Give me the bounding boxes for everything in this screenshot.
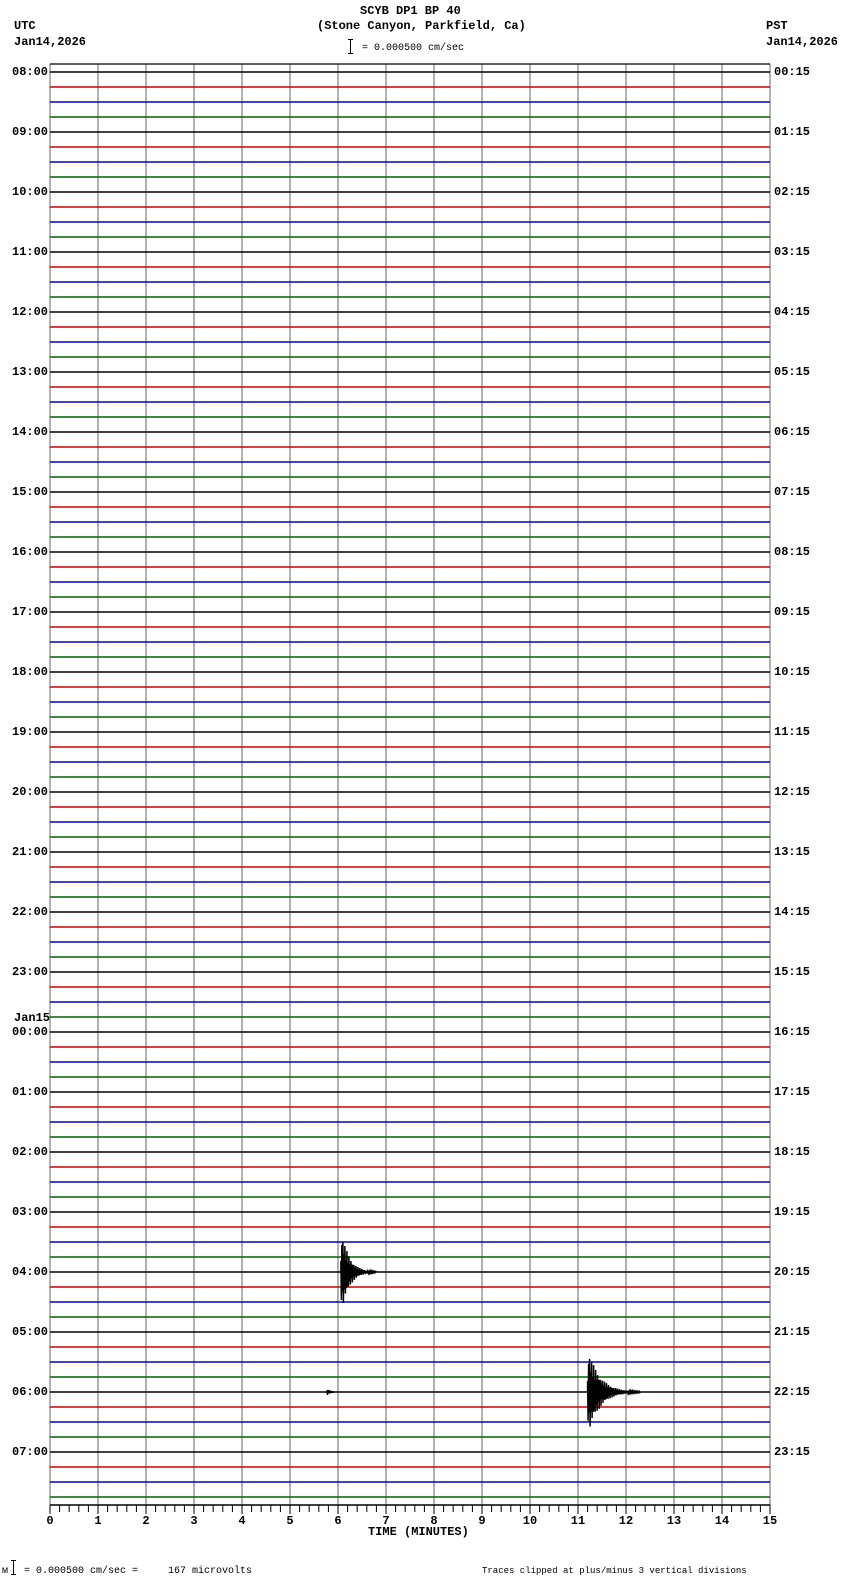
pst-hour-label: 07:15 xyxy=(774,485,811,499)
seismic-event-2 xyxy=(588,1359,641,1427)
x-tick-label: 0 xyxy=(46,1514,54,1528)
x-tick-label: 6 xyxy=(334,1514,342,1528)
utc-hour-label: 00:00 xyxy=(12,1025,49,1039)
pst-hour-label: 11:15 xyxy=(774,725,811,739)
utc-hour-label: 06:00 xyxy=(12,1385,49,1399)
utc-hour-label: 01:00 xyxy=(12,1085,49,1099)
pst-hour-label: 12:15 xyxy=(774,785,811,799)
utc-hour-label: 23:00 xyxy=(12,965,49,979)
pst-hour-label: 06:15 xyxy=(774,425,811,439)
utc-hour-label: 02:00 xyxy=(12,1145,49,1159)
utc-hour-label: 05:00 xyxy=(12,1325,49,1339)
chart-subtitle: (Stone Canyon, Parkfield, Ca) xyxy=(317,19,526,33)
utc-hour-label: 17:00 xyxy=(12,605,49,619)
utc-hour-label: 04:00 xyxy=(12,1265,49,1279)
utc-hour-label: 20:00 xyxy=(12,785,49,799)
utc-hour-label: 12:00 xyxy=(12,305,49,319)
utc-hour-label: 16:00 xyxy=(12,545,49,559)
pst-hour-label: 16:15 xyxy=(774,1025,811,1039)
x-tick-label: 12 xyxy=(618,1514,634,1528)
x-tick-label: 15 xyxy=(762,1514,778,1528)
footer-scale-label: = 0.000500 cm/sec = 167 microvolts xyxy=(24,1566,253,1577)
pst-hour-label: 20:15 xyxy=(774,1265,811,1279)
seismic-event-0 xyxy=(341,1242,377,1303)
utc-hour-label: 11:00 xyxy=(12,245,49,259)
pst-hour-label: 13:15 xyxy=(774,845,811,859)
x-tick-label: 1 xyxy=(94,1514,102,1528)
utc-hour-label: 09:00 xyxy=(12,125,49,139)
pst-hour-label: 18:15 xyxy=(774,1145,811,1159)
x-tick-label: 5 xyxy=(286,1514,294,1528)
utc-hour-label: 07:00 xyxy=(12,1445,49,1459)
left-timezone: UTC xyxy=(14,19,36,33)
right-timezone: PST xyxy=(766,19,788,33)
right-date: Jan14,2026 xyxy=(766,35,839,49)
pst-hour-label: 14:15 xyxy=(774,905,811,919)
utc-hour-label: 03:00 xyxy=(12,1205,49,1219)
pst-hour-label: 22:15 xyxy=(774,1385,811,1399)
x-tick-label: 11 xyxy=(570,1514,586,1528)
footer-scale-bar-icon xyxy=(13,1560,19,1575)
utc-hour-label: 13:00 xyxy=(12,365,49,379)
x-axis-label: TIME (MINUTES) xyxy=(368,1525,469,1539)
pst-hour-label: 17:15 xyxy=(774,1085,811,1099)
x-tick-label: 2 xyxy=(142,1514,150,1528)
utc-hour-label: 15:00 xyxy=(12,485,49,499)
x-tick-label: 9 xyxy=(478,1514,486,1528)
pst-hour-label: 00:15 xyxy=(774,65,811,79)
pst-hour-label: 23:15 xyxy=(774,1445,811,1459)
x-tick-label: 7 xyxy=(382,1514,390,1528)
x-tick-label: 8 xyxy=(430,1514,438,1528)
utc-hour-label: 22:00 xyxy=(12,905,49,919)
pst-hour-label: 21:15 xyxy=(774,1325,811,1339)
clip-note: Traces clipped at plus/minus 3 vertical divisions xyxy=(482,1566,747,1576)
x-tick-label: 4 xyxy=(238,1514,246,1528)
utc-hour-label: 19:00 xyxy=(12,725,49,739)
x-tick-label: 14 xyxy=(714,1514,730,1528)
pst-hour-label: 08:15 xyxy=(774,545,811,559)
utc-hour-label: 21:00 xyxy=(12,845,49,859)
pst-hour-label: 09:15 xyxy=(774,605,811,619)
pst-hour-label: 10:15 xyxy=(774,665,811,679)
x-tick-label: 13 xyxy=(666,1514,682,1528)
date-change-label: Jan15 xyxy=(14,1011,51,1025)
utc-hour-label: 14:00 xyxy=(12,425,49,439)
x-tick-label: 3 xyxy=(190,1514,198,1528)
pst-hour-label: 02:15 xyxy=(774,185,811,199)
utc-hour-label: 08:00 xyxy=(12,65,49,79)
seismic-event-1 xyxy=(327,1390,334,1395)
pst-hour-label: 01:15 xyxy=(774,125,811,139)
pst-hour-label: 05:15 xyxy=(774,365,811,379)
chart-title: SCYB DP1 BP 40 xyxy=(360,4,461,18)
pst-hour-label: 03:15 xyxy=(774,245,811,259)
footer-scale-prefix: м xyxy=(2,1566,9,1577)
pst-hour-label: 04:15 xyxy=(774,305,811,319)
utc-hour-label: 10:00 xyxy=(12,185,49,199)
utc-hour-label: 18:00 xyxy=(12,665,49,679)
x-tick-label: 10 xyxy=(522,1514,538,1528)
pst-hour-label: 19:15 xyxy=(774,1205,811,1219)
left-date: Jan14,2026 xyxy=(14,35,87,49)
pst-hour-label: 15:15 xyxy=(774,965,811,979)
scale-label: = 0.000500 cm/sec xyxy=(362,43,465,54)
